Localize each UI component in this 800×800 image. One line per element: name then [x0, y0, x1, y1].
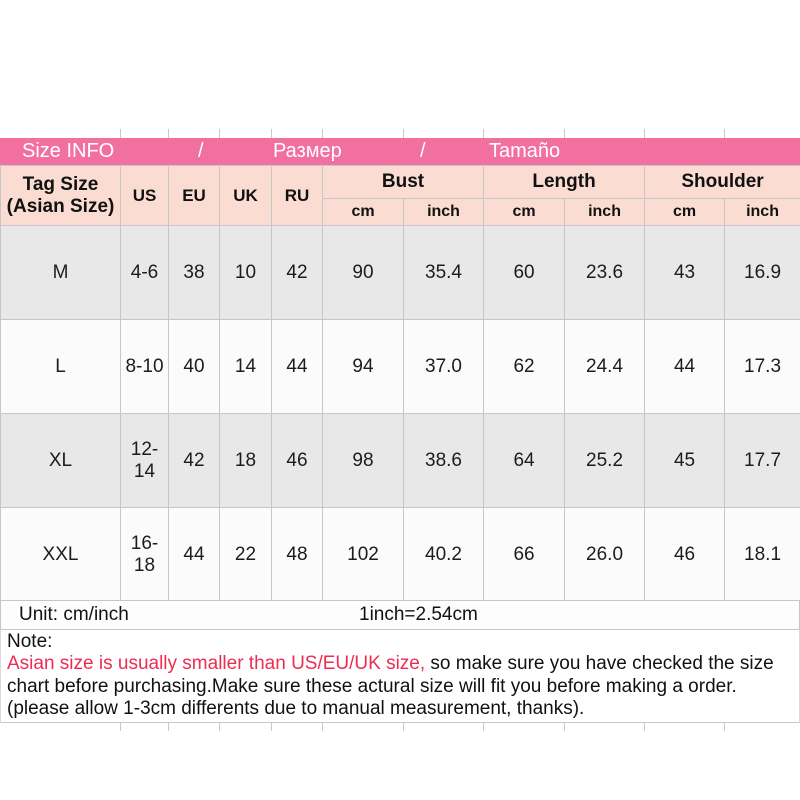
- note-heading: Note:: [7, 631, 53, 652]
- header-us: US: [121, 166, 169, 226]
- cell-eu: 44: [169, 508, 220, 602]
- note-section: [0, 630, 800, 723]
- cell-length-cm: 62: [484, 320, 565, 414]
- note-body: [7, 653, 793, 721]
- cell-length-cm: 64: [484, 414, 565, 508]
- cell-bust-inch: 35.4: [404, 226, 484, 320]
- cell-tag: XXL: [1, 508, 121, 602]
- cell-us: 16-18: [121, 508, 169, 602]
- table-row-l: [1, 320, 800, 414]
- cell-bust-cm: 98: [323, 414, 404, 508]
- grid-tick: [724, 129, 725, 138]
- header-tag-size-line2: (Asian Size): [6, 195, 115, 217]
- title-razmer: Размер: [273, 140, 342, 162]
- grid-tick: [271, 723, 272, 731]
- header-shoulder-cm: cm: [645, 199, 725, 226]
- cell-shoulder-inch: 17.7: [725, 414, 800, 508]
- cell-shoulder-cm: 44: [645, 320, 725, 414]
- grid-tick: [322, 723, 323, 731]
- cell-length-cm: 66: [484, 508, 565, 602]
- title-separator-1: /: [198, 140, 204, 162]
- header-length-inch: inch: [565, 199, 645, 226]
- grid-tick: [483, 723, 484, 731]
- cell-bust-inch: 40.2: [404, 508, 484, 602]
- unit-row: [0, 600, 800, 630]
- table-row-xxl: [1, 508, 800, 602]
- cell-bust-cm: 90: [323, 226, 404, 320]
- header-length: Length: [484, 166, 645, 199]
- header-length-cm: cm: [484, 199, 565, 226]
- cell-length-inch: 25.2: [565, 414, 645, 508]
- header-tag-size-line1: Tag Size: [22, 173, 99, 195]
- grid-tick: [724, 723, 725, 731]
- grid-tick: [483, 129, 484, 138]
- cell-eu: 42: [169, 414, 220, 508]
- cell-shoulder-inch: 16.9: [725, 226, 800, 320]
- cell-bust-inch: 38.6: [404, 414, 484, 508]
- title-bar: [0, 138, 800, 166]
- cell-length-cm: 60: [484, 226, 565, 320]
- grid-tick: [168, 723, 169, 731]
- grid-tick: [120, 723, 121, 731]
- cell-us: 8-10: [121, 320, 169, 414]
- header-uk: UK: [220, 166, 272, 226]
- cell-uk: 22: [220, 508, 272, 602]
- table-row-m: [1, 226, 800, 320]
- note-body-text: so make sure you have checked the size chart before purchasing.Make sure these actural size will fit you before making a order.(please allow 1-3cm differents due to manual measurement, thanks).: [7, 653, 774, 719]
- unit-label: Unit: cm/inch: [19, 604, 129, 625]
- header-ru: RU: [272, 166, 323, 226]
- header-bust-cm: cm: [323, 199, 404, 226]
- cell-eu: 38: [169, 226, 220, 320]
- header-bust-inch: inch: [404, 199, 484, 226]
- cell-us: 12-14: [121, 414, 169, 508]
- grid-tick: [644, 129, 645, 138]
- cell-uk: 10: [220, 226, 272, 320]
- table-row-xl: [1, 414, 800, 508]
- header-eu: EU: [169, 166, 220, 226]
- cell-length-inch: 24.4: [565, 320, 645, 414]
- header-bust: Bust: [323, 166, 484, 199]
- title-tamano: Tamaño: [489, 140, 561, 162]
- cell-bust-inch: 37.0: [404, 320, 484, 414]
- cell-tag: L: [1, 320, 121, 414]
- header-tag-size: [1, 166, 121, 226]
- grid-tick: [403, 129, 404, 138]
- grid-tick: [219, 129, 220, 138]
- size-table: [0, 165, 800, 602]
- cell-bust-cm: 102: [323, 508, 404, 602]
- note-warning-text: Asian size is usually smaller than US/EU/UK size,: [7, 653, 426, 674]
- cell-shoulder-inch: 18.1: [725, 508, 800, 602]
- grid-tick: [564, 723, 565, 731]
- grid-tick: [403, 723, 404, 731]
- cell-uk: 18: [220, 414, 272, 508]
- cell-shoulder-cm: 46: [645, 508, 725, 602]
- cell-tag: XL: [1, 414, 121, 508]
- title-size-info: Size INFO: [22, 140, 115, 162]
- cell-shoulder-cm: 45: [645, 414, 725, 508]
- title-separator-2: /: [420, 140, 426, 162]
- grid-tick: [644, 723, 645, 731]
- grid-tick: [168, 129, 169, 138]
- cell-ru: 42: [272, 226, 323, 320]
- cell-ru: 46: [272, 414, 323, 508]
- grid-tick: [120, 129, 121, 138]
- cell-shoulder-cm: 43: [645, 226, 725, 320]
- header-shoulder-inch: inch: [725, 199, 800, 226]
- cell-uk: 14: [220, 320, 272, 414]
- cell-tag: M: [1, 226, 121, 320]
- cell-shoulder-inch: 17.3: [725, 320, 800, 414]
- cell-length-inch: 26.0: [565, 508, 645, 602]
- cell-ru: 48: [272, 508, 323, 602]
- grid-tick: [564, 129, 565, 138]
- cell-eu: 40: [169, 320, 220, 414]
- grid-tick: [322, 129, 323, 138]
- cell-ru: 44: [272, 320, 323, 414]
- conversion-label: 1inch=2.54cm: [359, 604, 478, 625]
- grid-tick: [219, 723, 220, 731]
- cell-length-inch: 23.6: [565, 226, 645, 320]
- cell-us: 4-6: [121, 226, 169, 320]
- grid-tick: [271, 129, 272, 138]
- header-shoulder: Shoulder: [645, 166, 800, 199]
- cell-bust-cm: 94: [323, 320, 404, 414]
